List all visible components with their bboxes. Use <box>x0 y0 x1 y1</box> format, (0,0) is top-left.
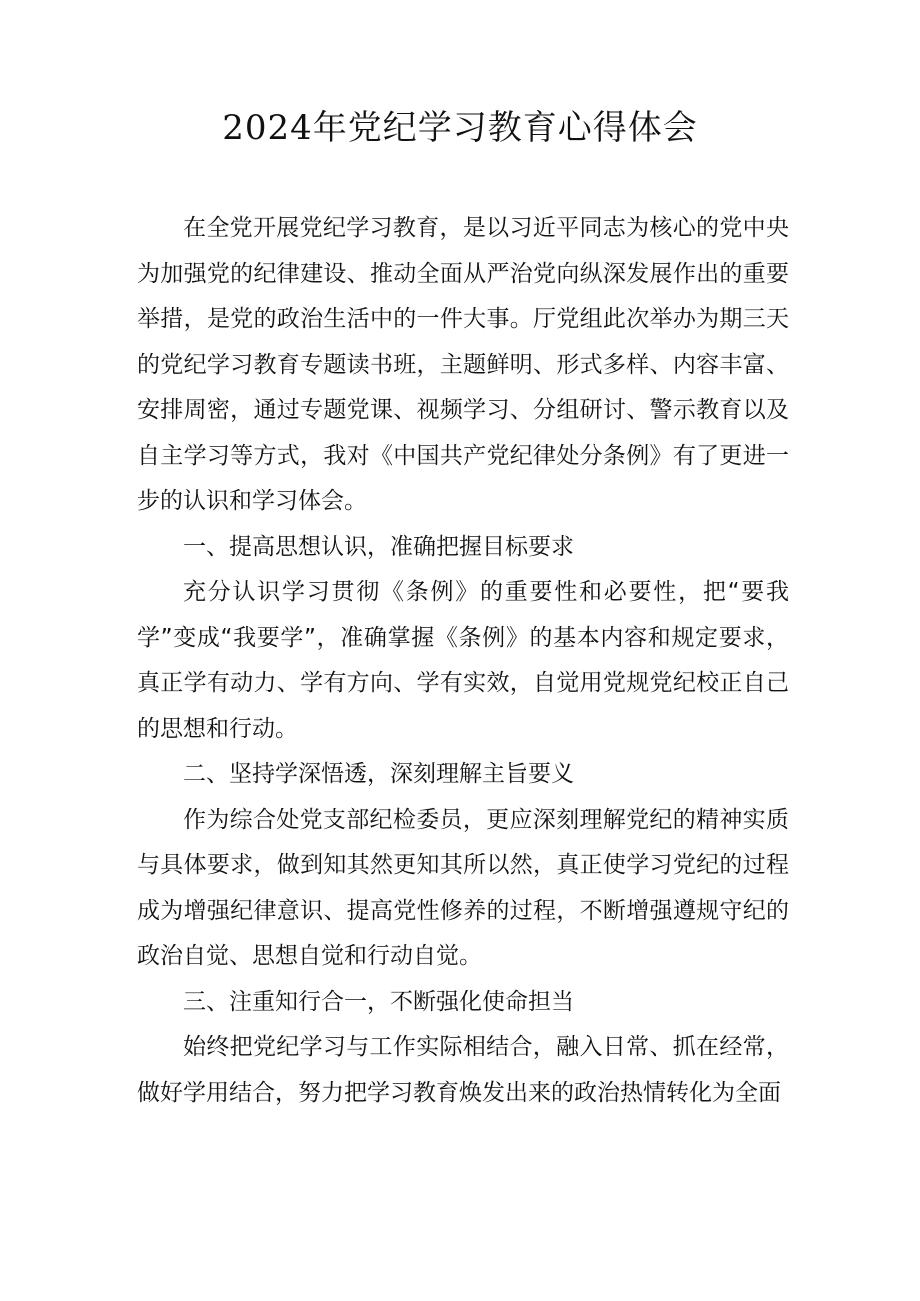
paragraph-section-3: 始终把党纪学习与工作实际相结合，融入日常、抓在经常，做好学用结合，努力把学习教育焕发出来的政治热情转化为全面 <box>137 1034 789 1106</box>
document-body <box>137 206 789 1116</box>
section-heading-3: 三、注重知行合一，不断强化使命担当 <box>183 988 574 1015</box>
document-title: 2024年党纪学习教育心得体会 <box>222 108 698 148</box>
paragraph-intro: 在全党开展党纪学习教育，是以习近平同志为核心的党中央为加强党的纪律建设、推动全面从严治党向纵深发展作出的重要举措，是党的政治生活中的一件大事。厅党组此次举办为期三天的党纪学习教育专题读书班，主题鲜明、形式多样、内容丰富、安排周密，通过专题党课、视频学习、分组研讨、警示教育以及自主学习等方式，我对《中国共产党纪律处分条例》有了更进一步的认识和学习体会。 <box>137 215 789 514</box>
paragraph-section-2: 作为综合处党支部纪检委员，更应深刻理解党纪的精神实质与具体要求，做到知其然更知其所以然，真正使学习党纪的过程成为增强纪律意识、提高党性修养的过程，不断增强遵规守纪的政治自觉、思想自觉和行动自觉。 <box>137 806 789 969</box>
section-heading-2: 二、坚持学深悟透，深刻理解主旨要义 <box>183 761 574 787</box>
section-heading-1: 一、提高思想认识，准确把握目标要求 <box>183 533 574 560</box>
paragraph-section-1: 充分认识学习贯彻《条例》的重要性和必要性，把“要我学”变成“我要学”，准确掌握《条例》的基本内容和规定要求，真正学有动力、学有方向、学有实效，自觉用党规党纪校正自己的思想和行动。 <box>137 579 789 742</box>
